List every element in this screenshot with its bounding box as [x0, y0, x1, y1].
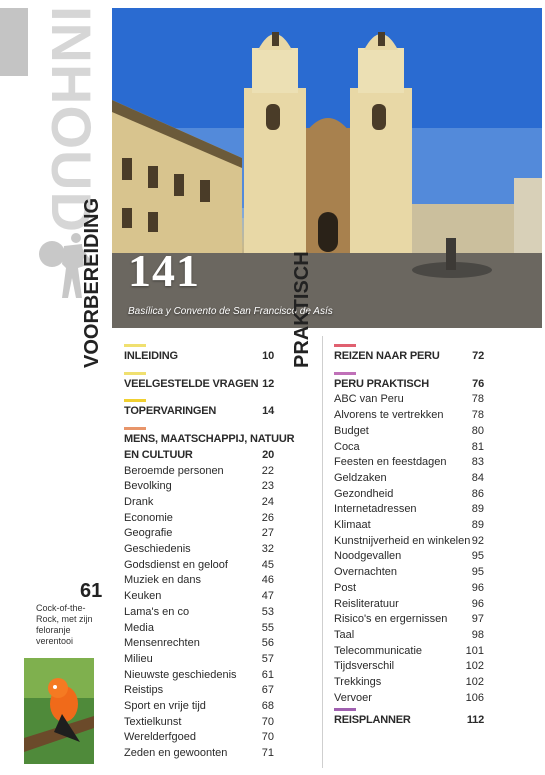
- toc-entry-page: 12: [262, 377, 274, 390]
- toc-heading[interactable]: [124, 404, 274, 419]
- toc-entry[interactable]: [124, 683, 274, 698]
- toc-heading[interactable]: [334, 713, 484, 728]
- toc-entry[interactable]: [124, 479, 274, 494]
- toc-entry-page: 55: [261, 621, 274, 634]
- toc-entry-label: VEELGESTELDE VRAGEN: [124, 377, 259, 390]
- toc-entry-label: Godsdienst en geloof: [124, 558, 228, 571]
- toc-entry-page: 86: [471, 487, 484, 500]
- toc-heading[interactable]: [334, 349, 484, 364]
- section-color-bar: [124, 399, 146, 402]
- toc-entry[interactable]: [124, 746, 274, 761]
- section-color-bar: [334, 372, 356, 375]
- toc-entry-label: Bevolking: [124, 480, 172, 493]
- toc-entry[interactable]: [334, 424, 484, 439]
- toc-entry-page: 83: [471, 456, 484, 469]
- photo-caption: Basílica y Convento de San Francisco de Asís: [128, 306, 333, 317]
- cover-photo: [112, 8, 542, 328]
- toc-entry[interactable]: [124, 730, 274, 745]
- toc-entry-label: Lama's en co: [124, 605, 190, 618]
- toc-entry-page: 22: [261, 464, 274, 477]
- section-color-bar: [334, 708, 356, 711]
- toc-entry-page: 97: [471, 613, 484, 626]
- toc-entry[interactable]: [334, 440, 484, 455]
- toc-entry-label: PERU PRAKTISCH: [334, 377, 429, 390]
- toc-entry-label: Alvorens te vertrekken: [334, 409, 444, 422]
- toc-entry[interactable]: [124, 605, 274, 620]
- toc-entry-label: Budget: [334, 424, 369, 437]
- gray-tab: [0, 8, 28, 76]
- toc-entry[interactable]: [124, 495, 274, 510]
- toc-entry-label: Vervoer: [334, 691, 372, 704]
- section-label-praktisch: PRAKTISCH: [291, 251, 313, 368]
- toc-entry-label: MENS, MAATSCHAPPIJ, NATUUR: [124, 433, 295, 446]
- toc-entry-label: Risico's en ergernissen: [334, 613, 448, 626]
- toc-entry-label: Internetadressen: [334, 503, 417, 516]
- toc-entry-label: ABC van Peru: [334, 393, 404, 406]
- toc-heading[interactable]: [124, 432, 295, 447]
- page-title: INHOUD: [40, 6, 103, 233]
- toc-entry-page: 47: [261, 590, 274, 603]
- page-title-wrap: [40, 6, 103, 233]
- toc-entry[interactable]: [124, 652, 274, 667]
- toc-entry-page: 45: [261, 558, 274, 571]
- toc-entry-label: Post: [334, 581, 357, 594]
- bird-photo: [24, 658, 94, 764]
- toc-entry-page: 14: [262, 405, 274, 418]
- toc-entry-page: 96: [471, 581, 484, 594]
- toc-entry-page: 56: [261, 637, 274, 650]
- toc-heading[interactable]: [334, 377, 484, 392]
- toc-entry-page: 71: [261, 747, 274, 760]
- toc-entry-label: Drank: [124, 495, 154, 508]
- toc-entry[interactable]: [334, 471, 484, 486]
- toc-entry[interactable]: [334, 534, 484, 549]
- toc-entry-page: 23: [261, 480, 274, 493]
- toc-entry[interactable]: [334, 487, 484, 502]
- toc-entry-page: 95: [471, 566, 484, 579]
- toc-entry-label: Nieuwste geschiedenis: [124, 668, 237, 681]
- toc-entry-page: 20: [262, 448, 274, 461]
- toc-entry-page: 70: [261, 715, 274, 728]
- toc-entry[interactable]: [334, 518, 484, 533]
- toc-entry-label: Overnachten: [334, 566, 397, 579]
- toc-entry-label: REIZEN NAAR PERU: [334, 350, 440, 362]
- toc-entry[interactable]: [334, 612, 484, 627]
- toc-entry-page: 92: [471, 534, 484, 547]
- toc-entry-label: Keuken: [124, 590, 162, 603]
- toc-entry-label: Mensenrechten: [124, 637, 200, 650]
- toc-entry[interactable]: [334, 691, 484, 706]
- toc-entry-page: 67: [261, 684, 274, 697]
- toc-entry-label: EN CULTUUR: [124, 448, 193, 461]
- toc-entry-page: 89: [471, 503, 484, 516]
- toc-entry-page: 24: [261, 495, 274, 508]
- toc-entry-label: Geschiedenis: [124, 543, 191, 555]
- toc-entry[interactable]: [334, 597, 484, 612]
- toc-entry-page: 80: [471, 424, 484, 437]
- toc-entry-label: Coca: [334, 440, 360, 453]
- toc-entry[interactable]: [124, 668, 274, 683]
- toc-entry-page: 53: [261, 605, 274, 618]
- toc-entry-label: Tijdsverschil: [334, 660, 395, 673]
- toc-entry[interactable]: [334, 549, 484, 564]
- toc-entry-page: 70: [261, 731, 274, 744]
- section-color-bar: [124, 372, 146, 375]
- toc-entry-page: 89: [471, 519, 484, 531]
- toc-entry[interactable]: [334, 455, 484, 470]
- toc-entry-page: 96: [471, 597, 484, 610]
- toc-entry[interactable]: [124, 573, 274, 588]
- toc-entry-page: 68: [261, 700, 274, 712]
- photo-page-number: 141: [128, 245, 200, 296]
- toc-heading[interactable]: [124, 448, 274, 463]
- toc-entry-page: 76: [472, 377, 484, 390]
- section-color-bar: [334, 344, 356, 347]
- toc-entry[interactable]: [334, 581, 484, 596]
- toc-entry-page: 72: [472, 350, 484, 362]
- toc-entry-label: Klimaat: [334, 519, 371, 531]
- toc-entry-page: 102: [465, 660, 484, 673]
- toc-entry[interactable]: [124, 636, 274, 651]
- toc-entry[interactable]: [124, 464, 274, 479]
- feature-caption: Cock-of-the-Rock, met zijn feloranje verentooi: [36, 603, 93, 646]
- feature-page-number: 61: [80, 580, 103, 602]
- toc-entry-label: INLEIDING: [124, 350, 178, 362]
- toc-entry-label: Economie: [124, 511, 173, 524]
- toc-entry[interactable]: [334, 644, 484, 659]
- toc-entry-page: 57: [261, 652, 274, 665]
- toc-entry-label: Taal: [334, 628, 355, 641]
- toc-entry-label: Feesten en feestdagen: [334, 456, 447, 469]
- toc-entry-label: TOPERVARINGEN: [124, 405, 217, 418]
- section-color-bar: [124, 427, 146, 430]
- toc-entry[interactable]: [124, 542, 274, 557]
- toc-entry[interactable]: [334, 628, 484, 643]
- toc-entry-page: 102: [465, 676, 484, 688]
- toc-entry-page: 106: [465, 691, 484, 704]
- toc-entry[interactable]: [334, 565, 484, 580]
- toc-entry-label: Sport en vrije tijd: [124, 700, 206, 712]
- toc-entry-label: Werelderfgoed: [124, 731, 196, 744]
- toc-entry[interactable]: [334, 675, 484, 690]
- toc-entry-label: Textielkunst: [124, 715, 182, 728]
- toc-entry-page: 78: [471, 409, 484, 422]
- toc-entry-label: Geografie: [124, 527, 173, 540]
- toc-entry-page: 26: [261, 511, 274, 524]
- toc-entry[interactable]: [124, 589, 274, 604]
- toc-entry[interactable]: [334, 659, 484, 674]
- toc-entry-page: 84: [471, 471, 484, 484]
- toc-entry-label: Beroemde personen: [124, 464, 224, 477]
- toc-entry-label: Milieu: [124, 652, 153, 665]
- toc-entry[interactable]: [334, 408, 484, 423]
- toc-heading[interactable]: [124, 349, 274, 364]
- toc-entry-label: Geldzaken: [334, 471, 387, 484]
- toc-entry-label: Noodgevallen: [334, 550, 402, 563]
- toc-entry-label: Reisliteratuur: [334, 597, 399, 610]
- toc-entry-page: 27: [261, 527, 274, 540]
- toc-entry[interactable]: [124, 699, 274, 714]
- toc-entry-page: 101: [465, 644, 484, 657]
- section-color-bar: [124, 344, 146, 347]
- toc-entry[interactable]: [334, 392, 484, 407]
- toc-entry-page: 81: [471, 440, 484, 453]
- section-label-voorbereiding: VOORBEREIDING: [81, 197, 103, 368]
- toc-entry-label: Trekkings: [334, 676, 382, 688]
- toc-entry-label: Kunstnijverheid en winkelen: [334, 534, 471, 547]
- toc-entry-label: Reistips: [124, 684, 164, 697]
- toc-entry[interactable]: [124, 558, 274, 573]
- toc-entry-page: 46: [261, 574, 274, 587]
- toc-entry-page: 112: [466, 714, 484, 727]
- toc-entry[interactable]: [334, 502, 484, 517]
- toc-entry-page: 61: [261, 668, 274, 681]
- toc-entry-label: Muziek en dans: [124, 574, 202, 587]
- toc-entry[interactable]: [124, 621, 274, 636]
- toc-entry-page: 98: [471, 628, 484, 641]
- toc-entry-label: Telecommunicatie: [334, 644, 423, 657]
- toc-entry-label: Gezondheid: [334, 487, 394, 500]
- toc-entry[interactable]: [124, 526, 274, 541]
- toc-entry[interactable]: [124, 715, 274, 730]
- toc-entry-page: 32: [261, 543, 274, 555]
- toc-entry-page: 10: [262, 350, 274, 362]
- column-divider: [322, 336, 323, 768]
- toc-entry[interactable]: [124, 511, 274, 526]
- toc-entry-label: REISPLANNER: [334, 714, 411, 727]
- toc-entry-page: 95: [471, 550, 484, 563]
- toc-heading[interactable]: [124, 377, 274, 392]
- toc-entry-page: 78: [471, 393, 484, 406]
- section-label-left-wrap: [80, 197, 104, 510]
- bird-illustration: [24, 658, 94, 764]
- toc-entry-label: Media: [124, 621, 154, 634]
- toc-entry-label: Zeden en gewoonten: [124, 747, 228, 760]
